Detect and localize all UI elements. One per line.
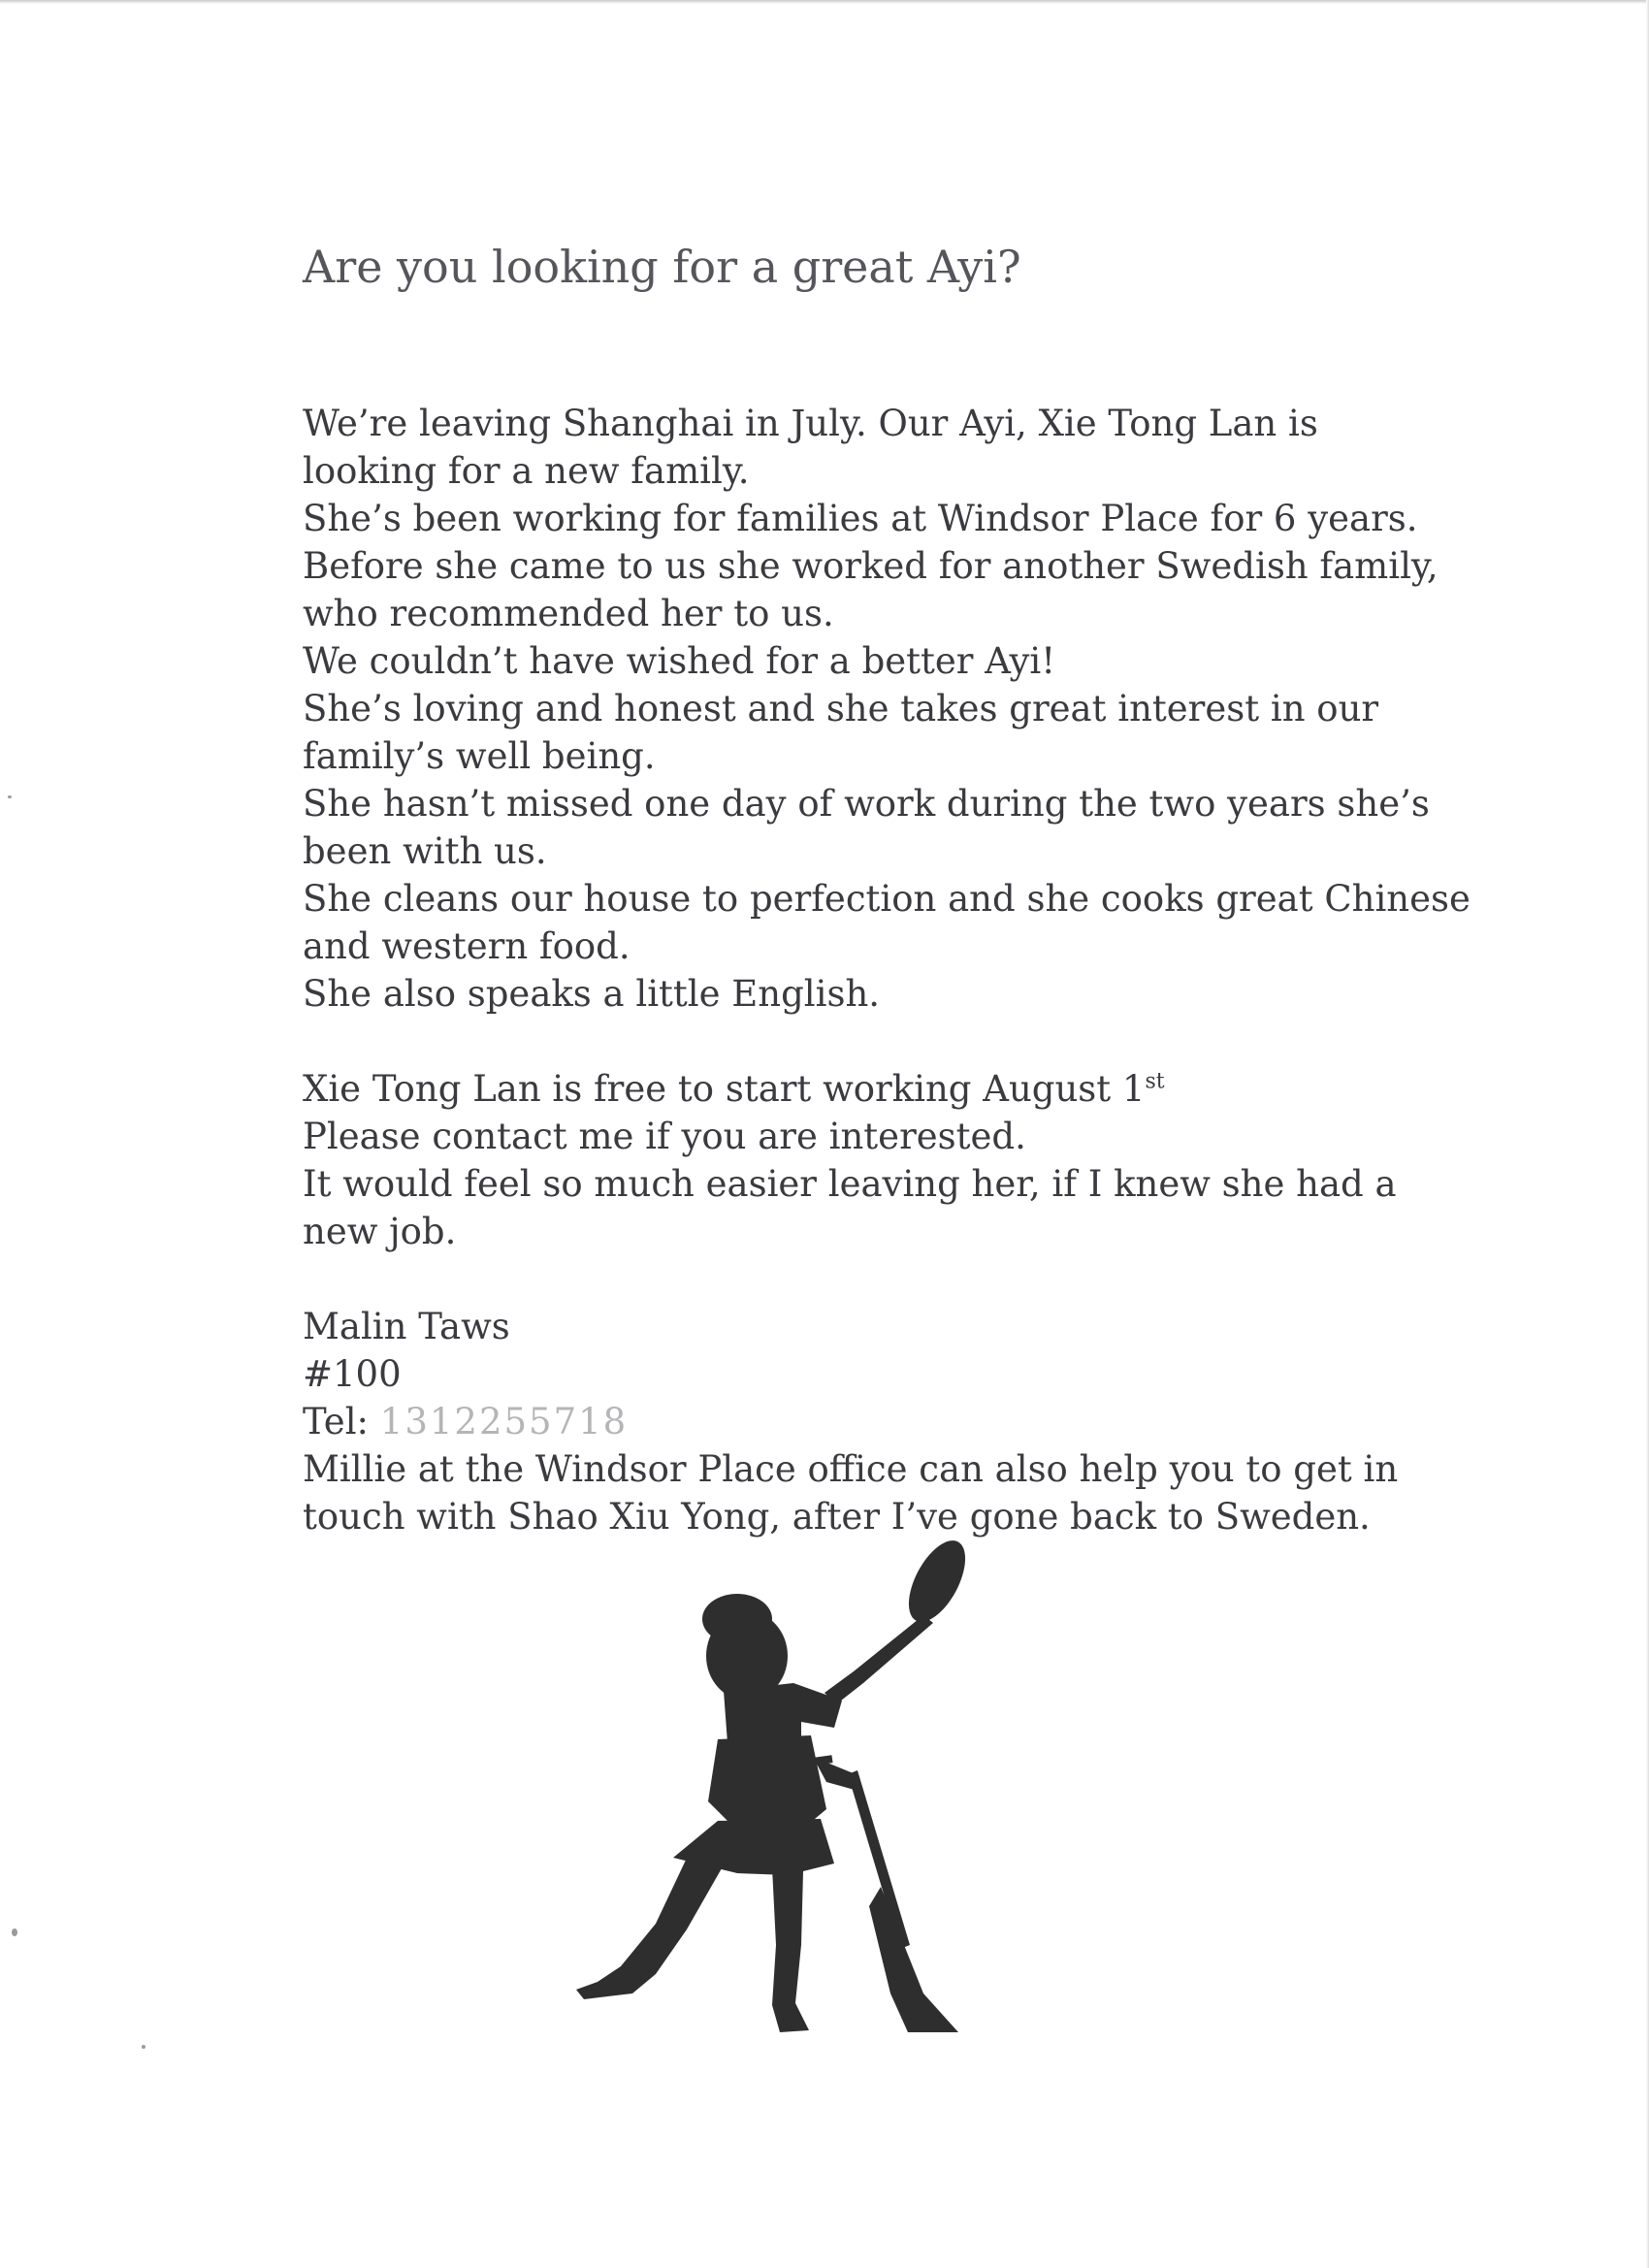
letter-line: looking for a new family. [303,450,750,492]
letter-line: It would feel so much easier leaving her, if I knew she had a [303,1163,1397,1205]
start-date-line [303,1065,1447,1113]
letter-line: We’re leaving Shanghai in July. Our Ayi, Xie Tong Lan is [303,403,1318,444]
letter-line: We couldn’t have wished for a better Ayi! [303,640,1056,682]
letter-line: who recommended her to us. [303,593,834,634]
letter-line: She’s been working for families at Windsor Place for 6 years. [303,498,1418,539]
telephone-label: Tel: [303,1401,370,1442]
letter-line: She’s loving and honest and she takes great interest in our [303,688,1379,729]
paragraph-gap [303,1255,1447,1303]
ayi-cleaning-silhouette-icon [572,1538,1048,2032]
paragraph-gap [303,1018,1447,1065]
start-date-text: Xie Tong Lan is free to start working August 1 [303,1068,1146,1110]
scan-top-edge [0,0,1649,4]
apartment-number: #100 [303,1353,402,1395]
letter-line: She also speaks a little English. [303,973,881,1015]
feather-duster-icon [897,1538,977,1631]
letter-body [303,400,1471,1540]
letter-line: new job. [303,1211,457,1252]
office-contact-line: touch with Shao Xiu Yong, after I’ve gone back to Sweden. [303,1496,1371,1538]
scan-speck [12,1928,17,1936]
letter-line: She hasn’t missed one day of work during the two years she’s [303,783,1430,825]
telephone-number: 1312255718 [379,1401,629,1442]
scan-speck [8,795,12,798]
signature-name: Malin Taws [303,1306,510,1347]
letter-line: Please contact me if you are interested. [303,1116,1026,1157]
page-title: Are you looking for a great Ayi? [303,241,1021,293]
letter-line: been with us. [303,830,547,872]
scan-speck [142,2045,146,2049]
telephone-line [303,1398,1447,1445]
office-contact-line: Millie at the Windsor Place office can also help you to get in [303,1448,1399,1490]
start-date-ordinal: st [1145,1069,1165,1094]
letter-line: family’s well being. [303,735,656,777]
letter-line: and western food. [303,925,630,967]
letter-line: She cleans our house to perfection and she cooks great Chinese [303,878,1471,920]
letter-line: Before she came to us she worked for another Swedish family, [303,545,1439,587]
